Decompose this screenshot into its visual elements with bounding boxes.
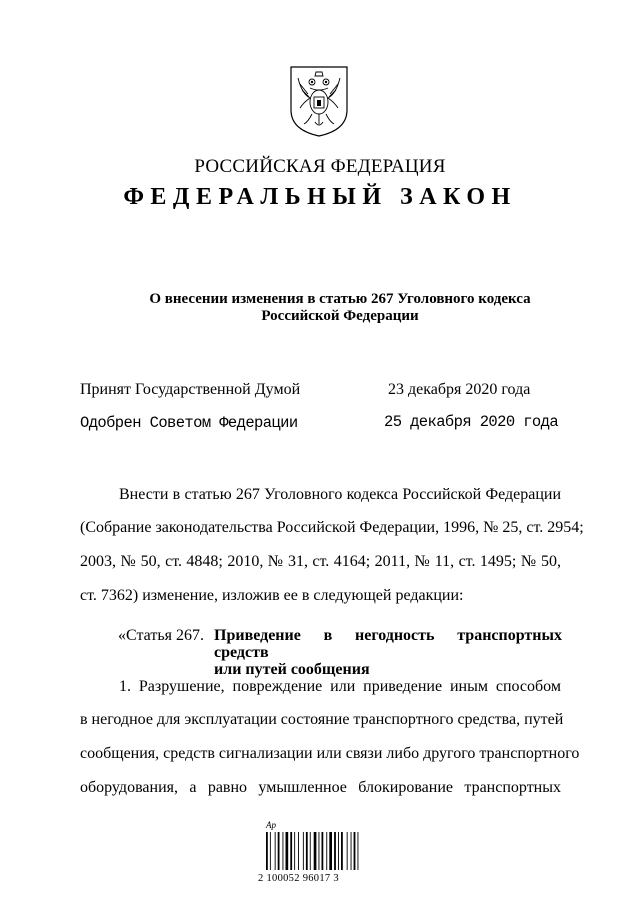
adopted-date: 23 декабря 2020 года <box>388 381 531 398</box>
article-title-line: или путей сообщения <box>214 661 370 678</box>
adopted-label: Принят Государственной Думой <box>80 381 301 398</box>
barcode-number: 2 100052 96017 3 <box>258 873 339 884</box>
approved-date: 25 декабря 2020 года <box>384 413 559 431</box>
article-number: «Статья 267. <box>118 627 204 644</box>
law-subject-line: О внесении изменения в статью 267 Уголовного кодекса <box>149 291 531 307</box>
russian-coat-of-arms-icon <box>288 64 350 138</box>
body-text-line: сообщения, средств сигнализации или связи либо другого транспортного <box>80 745 580 762</box>
body-text-line: 2003, № 50, ст. 4848; 2010, № 31, ст. 4164; 2011, № 11, ст. 1495; № 50, <box>80 553 561 570</box>
body-text-line: ст. 7362) изменение, изложив ее в следующей редакции: <box>80 587 464 604</box>
body-text-line: в негодное для эксплуатации состояние транспортного средства, путей <box>80 711 564 728</box>
article-title-line: Приведение в негодность транспортных средств <box>214 627 562 661</box>
approved-label: Одобрен Советом Федерации <box>80 414 298 432</box>
law-subject-line: Российской Федерации <box>261 308 419 324</box>
barcode-mark: Ар <box>266 820 276 830</box>
barcode-icon <box>258 832 368 872</box>
body-text-line: (Собрание законодательства Российской Федерации, 1996, № 25, ст. 2954; <box>80 519 584 536</box>
document-barcode <box>258 820 368 900</box>
body-text-line: Внести в статью 267 Уголовного кодекса Российской Федерации <box>119 486 561 503</box>
article-title <box>214 627 562 678</box>
country-name: РОССИЙСКАЯ ФЕДЕРАЦИЯ <box>194 156 446 177</box>
law-subject <box>0 291 640 325</box>
body-text-line: 1. Разрушение, повреждение или приведение иным способом <box>119 678 561 695</box>
body-text-line: оборудования, а равно умышленное блокирование транспортных <box>80 779 561 796</box>
document-type-title: ФЕДЕРАЛЬНЫЙ ЗАКОН <box>123 184 517 210</box>
